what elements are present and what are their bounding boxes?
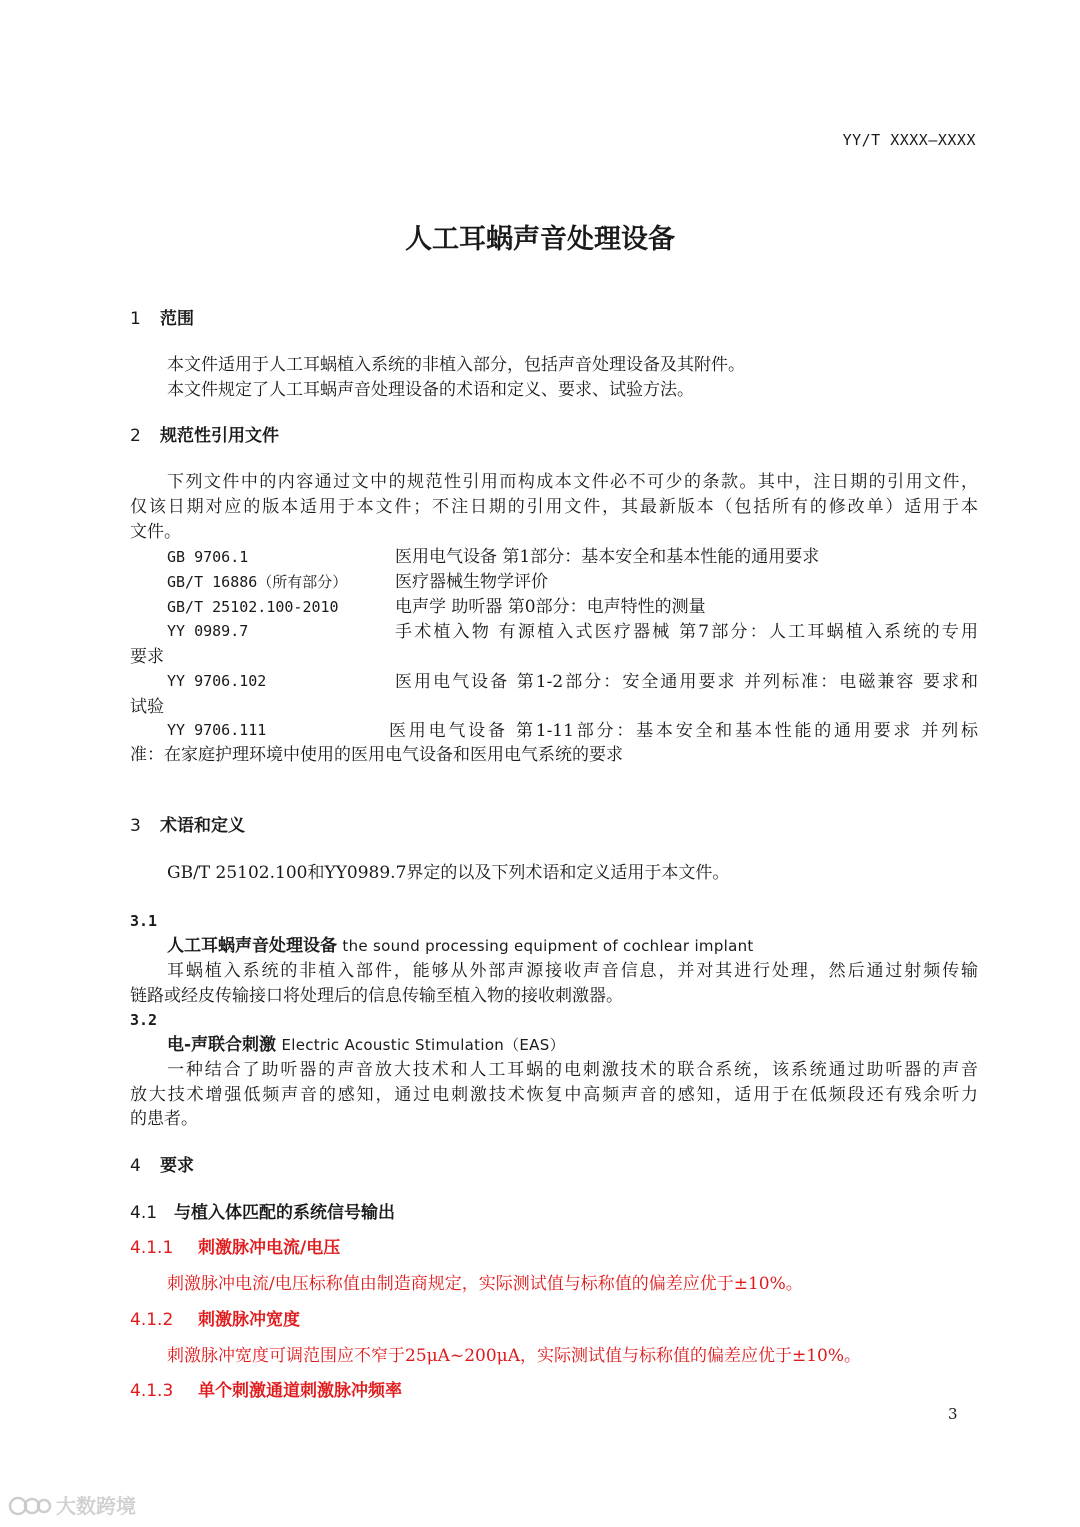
page-number: 3 — [948, 1405, 958, 1423]
section-title: 术语和定义 — [160, 816, 245, 836]
section-title: 与植入体匹配的系统信号输出 — [174, 1203, 395, 1223]
reference-code: YY 9706.111 — [167, 721, 267, 739]
term-entry — [167, 1037, 565, 1054]
section-title: 单个刺激通道刺激脉冲频率 — [198, 1381, 402, 1401]
reference-item — [167, 674, 978, 691]
reference-item — [167, 549, 819, 566]
section-number: 4 — [130, 1156, 141, 1176]
reference-code: GB 9706.1 — [167, 548, 249, 566]
term-chinese: 人工耳蜗声音处理设备 — [167, 936, 337, 956]
paragraph: 本文件规定了人工耳蜗声音处理设备的术语和定义、要求、试验方法。 — [167, 380, 694, 400]
section-2-heading — [130, 428, 279, 445]
paragraph: 下列文件中的内容通过文中的规范性引用而构成本文件必不可少的条款。其中，注日期的引用文件， — [167, 472, 978, 492]
term-entry — [167, 938, 754, 955]
document-id: YY/T XXXX—XXXX — [842, 131, 976, 149]
term-definition: 放大技术增强低频声音的感知，通过电刺激技术恢复中高频声音的感知，适用于在低频段还有残余听力 — [130, 1085, 978, 1105]
watermark-text: 大数跨境 — [56, 1494, 136, 1518]
paragraph: 仅该日期对应的版本适用于本文件；不注日期的引用文件，其最新版本（包括所有的修改单）适用于本 — [130, 497, 978, 517]
term-english: Electric Acoustic Stimulation（EAS） — [281, 1036, 565, 1054]
section-number: 2 — [130, 426, 141, 446]
section-title: 要求 — [160, 1156, 194, 1176]
section-1-heading — [130, 311, 194, 328]
subsection-4-1-3-heading — [130, 1383, 402, 1400]
reference-code: GB/T 25102.100-2010 — [167, 598, 339, 616]
reference-title-continued: 要求 — [130, 647, 164, 667]
section-number: 3 — [130, 816, 141, 836]
watermark-logo-icon — [8, 1494, 52, 1518]
term-definition: 的患者。 — [130, 1109, 198, 1129]
reference-code: YY 0989.7 — [167, 622, 249, 640]
reference-item — [167, 599, 706, 616]
section-number: 4.1.3 — [130, 1381, 174, 1401]
reference-title: 手术植入物 有源植入式医疗器械 第7部分：人工耳蜗植入系统的专用 — [395, 622, 978, 642]
term-chinese: 电-声联合刺激 — [167, 1035, 277, 1055]
reference-item — [167, 624, 978, 641]
paragraph: GB/T 25102.100和YY0989.7界定的以及下列术语和定义适用于本文件。 — [167, 863, 730, 883]
term-english: the sound processing equipment of cochlear implant — [342, 937, 754, 955]
section-number: 4.1.2 — [130, 1310, 174, 1330]
reference-title: 电声学 助听器 第0部分：电声特性的测量 — [395, 597, 706, 617]
reference-title: 医用电气设备 第1-11部分：基本安全和基本性能的通用要求 并列标 — [389, 721, 978, 741]
subsection-4-1-heading — [130, 1205, 395, 1222]
section-title: 规范性引用文件 — [160, 426, 279, 446]
term-definition: 一种结合了助听器的声音放大技术和人工耳蜗的电刺激技术的联合系统，该系统通过助听器的声音 — [167, 1060, 978, 1080]
term-definition: 耳蜗植入系统的非植入部件，能够从外部声源接收声音信息，并对其进行处理，然后通过射频传输 — [167, 961, 978, 981]
watermark — [8, 1494, 136, 1518]
term-number: 3.1 — [130, 912, 158, 930]
reference-code: YY 9706.102 — [167, 672, 267, 690]
subsection-4-1-2-heading — [130, 1312, 300, 1329]
reference-title: 医用电气设备 第1-2部分：安全通用要求 并列标准：电磁兼容 要求和 — [395, 672, 978, 692]
section-number: 4.1 — [130, 1203, 158, 1223]
section-3-heading — [130, 818, 245, 835]
section-title: 刺激脉冲宽度 — [198, 1310, 300, 1330]
requirement-text: 刺激脉冲宽度可调范围应不窄于25μA~200μA，实际测试值与标称值的偏差应优于±10%。 — [167, 1346, 862, 1366]
term-definition: 链路或经皮传输接口将处理后的信息传输至植入物的接收刺激器。 — [130, 986, 623, 1006]
term-number: 3.2 — [130, 1011, 158, 1029]
reference-title-continued: 试验 — [130, 697, 164, 717]
requirement-text: 刺激脉冲电流/电压标称值由制造商规定，实际测试值与标称值的偏差应优于±10%。 — [167, 1274, 803, 1294]
paragraph: 文件。 — [130, 522, 181, 542]
page-title: 人工耳蜗声音处理设备 — [405, 224, 675, 255]
section-title: 刺激脉冲电流/电压 — [198, 1238, 341, 1258]
reference-code: GB/T 16886（所有部分） — [167, 573, 348, 591]
section-4-heading — [130, 1158, 194, 1175]
reference-title-continued: 准：在家庭护理环境中使用的医用电气设备和医用电气系统的要求 — [130, 745, 623, 765]
paragraph: 本文件适用于人工耳蜗植入系统的非植入部分，包括声音处理设备及其附件。 — [167, 355, 745, 375]
section-number: 1 — [130, 309, 141, 329]
subsection-4-1-1-heading — [130, 1240, 340, 1257]
reference-item — [167, 723, 978, 740]
section-number: 4.1.1 — [130, 1238, 174, 1258]
reference-title: 医用电气设备 第1部分：基本安全和基本性能的通用要求 — [395, 547, 820, 567]
reference-item — [167, 574, 548, 591]
reference-title: 医疗器械生物学评价 — [395, 572, 548, 592]
section-title: 范围 — [160, 309, 194, 329]
